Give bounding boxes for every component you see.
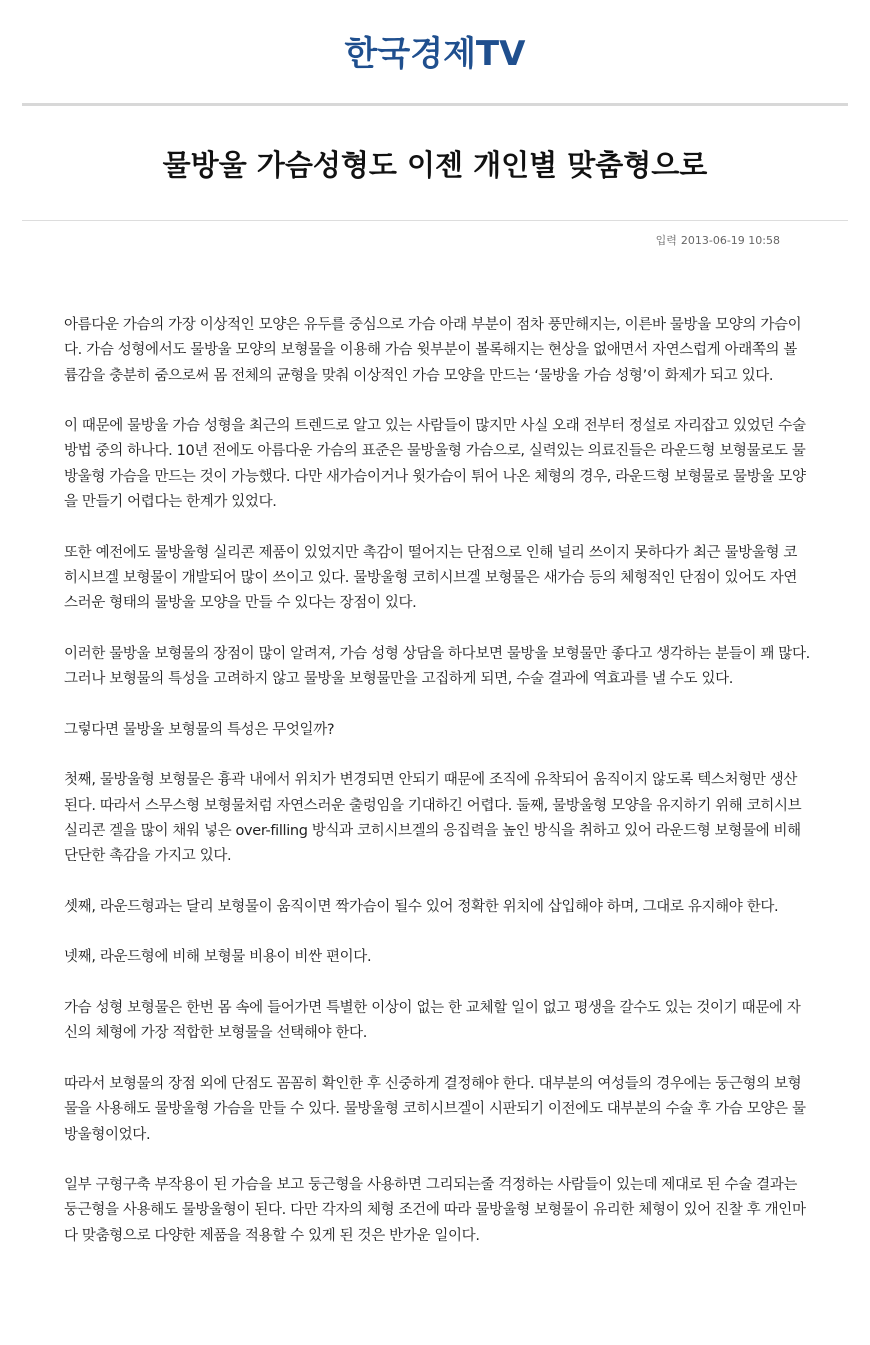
title-divider	[22, 220, 848, 221]
article-paragraph: 셋째, 라운드형과는 달리 보형물이 움직이면 짝가슴이 될수 있어 정확한 위치에 삽입해야 하며, 그대로 유지해야 한다.	[64, 898, 779, 915]
article-paragraph: 또한 예전에도 물방울형 실리콘 제품이 있었지만 촉감이 떨어지는 단점으로 인해 널리 쓰이지 못하다가 최근 물방울형 코히시브겔 보형물이 개발되어 많이 쓰이고 있다. 물방울형 코히시브겔 보형물은 새가슴 등의 체형적인 단점이 있어도 자연스러운 형태의 물방울 모양을 만들 수 있다는 장점이 있다.	[64, 544, 798, 612]
header-divider	[22, 103, 848, 106]
article-paragraph: 이 때문에 물방울 가슴 성형을 최근의 트렌드로 알고 있는 사람들이 많지만 사실 오래 전부터 정설로 자리잡고 있었던 수술 방법 중의 하나다. 10년 전에도 아름다운 가슴의 표준은 물방울형 가슴으로, 실력있는 의료진들은 라운드형 보형물로도 물방울형 가슴을 만드는 것이 가능했다. 다만 새가슴이거나 윗가슴이 튀어 나온 체형의 경우, 라운드형 보형물로 물방울 모양을 만들기 어렵다는 한계가 있었다.	[64, 418, 806, 511]
article-date	[656, 233, 784, 249]
article-paragraph: 일부 구형구축 부작용이 된 가슴을 보고 둥근형을 사용하면 그리되는줄 걱정하는 사람들이 있는데 제대로 된 수술 결과는 둥근형을 사용해도 물방울형이 된다. 다만 각자의 체형 조건에 따라 물방울형 보형물이 유리한 체형이 있어 진찰 후 개인마다 맞춤형으로 다양한 제품을 적용할 수 있게 된 것은 반가운 일이다.	[64, 1177, 806, 1244]
article-title: 물방울 가슴성형도 이젠 개인별 맞춤형으로	[162, 148, 708, 182]
date-value: 2013-06-19 10:58	[680, 234, 780, 247]
article-paragraph: 이러한 물방울 보형물의 장점이 많이 알려져, 가슴 성형 상담을 하다보면 물방울 보형물만 좋다고 생각하는 분들이 꽤 많다. 그러나 보형물의 특성을 고려하지 않고 물방울 보형물만을 고집하게 되면, 수술 결과에 역효과를 낼 수도 있다.	[64, 645, 810, 688]
date-label: 입력	[655, 234, 677, 247]
article-body	[64, 313, 810, 1274]
article-paragraph: 첫째, 물방울형 보형물은 흉곽 내에서 위치가 변경되면 안되기 때문에 조직에 유착되어 움직이지 않도록 텍스처형만 생산된다. 따라서 스무스형 보형물처럼 자연스러운 출렁임을 기대하긴 어렵다. 둘째, 물방울형 모양을 유지하기 위해 코히시브 실리콘 겔을 많이 채워 넣은 over-filling 방식과 코히시브겔의 응집력을 높인 방식을 취하고 있어 라운드형 보형물에 비해 단단한 촉감을 가지고 있다.	[64, 772, 802, 865]
masthead	[0, 0, 870, 100]
article-paragraph: 따라서 보형물의 장점 외에 단점도 꼼꼼히 확인한 후 신중하게 결정해야 한다. 대부분의 여성들의 경우에는 둥근형의 보형물을 사용해도 물방울형 가슴을 만들 수 있다. 물방울형 코히시브겔이 시판되기 이전에도 대부분의 수술 후 가슴 모양은 물방울형이었다.	[64, 1075, 806, 1143]
article-paragraph: 가슴 성형 보형물은 한번 몸 속에 들어가면 특별한 이상이 없는 한 교체할 일이 없고 평생을 갈수도 있는 것이기 때문에 자신의 체형에 가장 적합한 보형물을 선택해야 한다.	[64, 1000, 801, 1042]
article-paragraph: 아름다운 가슴의 가장 이상적인 모양은 유두를 중심으로 가슴 아래 부분이 점차 풍만해지는, 이른바 물방울 모양의 가슴이다. 가슴 성형에서도 물방울 모양의 보형물을 이용해 가슴 윗부분이 볼록해지는 현상을 없애면서 자연스럽게 아래쪽의 볼륨감을 충분히 줌으로써 몸 전체의 균형을 맞춰 이상적인 가슴 모양을 만드는 ‘물방울 가슴 성형’이 화제가 되고 있다.	[64, 317, 802, 384]
article-paragraph: 그렇다면 물방울 보형물의 특성은 무엇일까?	[64, 721, 335, 738]
article-paragraph: 넷째, 라운드형에 비해 보형물 비용이 비싼 편이다.	[64, 949, 372, 966]
site-logo[interactable]: 한국경제TV	[344, 34, 526, 74]
